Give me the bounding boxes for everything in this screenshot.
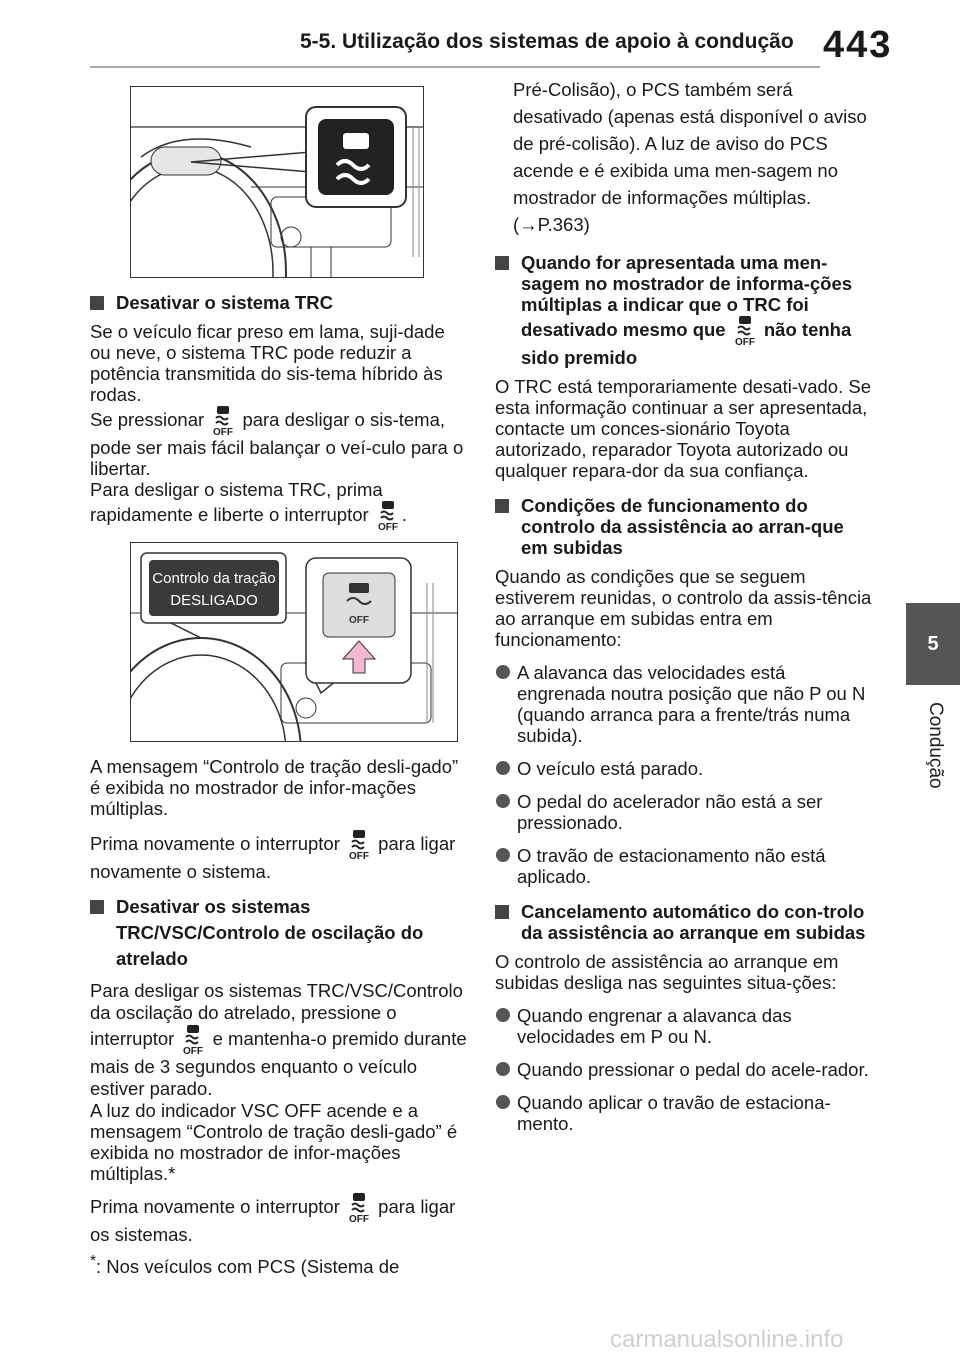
heading-square-icon bbox=[495, 905, 509, 919]
para-cancel: O controlo de assistência ao arranque em subidas desliga nas seguintes situa-ções: bbox=[495, 951, 839, 993]
para-press-again: Prima novamente o interruptor para ligar novamente o sistema. bbox=[90, 829, 470, 882]
heading-message-shown: Quando for apresentada uma men-sagem no mostrador de informa-ções múltiplas a indicar que o TRC foi desativado mesmo que não tenha sido premido bbox=[495, 252, 875, 368]
footnote-continuation: Pré-Colisão), o PCS também será desativado (apenas está disponível o aviso de pré-colisão). A luz de aviso do PCS acende e é exibida uma men-sagem no mostrador de informações múltiplas. (→P.363) bbox=[513, 79, 867, 235]
bullet-dot-icon bbox=[496, 848, 510, 862]
para-message: A mensagem “Controlo de tração desli-gado” é exibida no mostrador de infor-mações múltiplas. bbox=[90, 756, 459, 819]
bullet-dot-icon bbox=[496, 761, 510, 775]
message-line2: DESLIGADO bbox=[170, 592, 258, 609]
heading-square-icon bbox=[90, 900, 104, 914]
heading-square-icon bbox=[495, 499, 509, 513]
list-item: Quando pressionar o pedal do acele-rador. bbox=[495, 1059, 875, 1080]
heading-disable-all: Desativar os sistemas TRC/VSC/Controlo de oscilação do atrelado bbox=[90, 894, 470, 972]
heading-disable-trc: Desativar o sistema TRC bbox=[90, 292, 470, 313]
chapter-tab-label: Condução bbox=[925, 702, 946, 789]
para-temporary: O TRC está temporariamente desati-vado. Se esta informação continuar a ser apresentada, contacte um conces-sionário Toyota autorizado, reparador Toyota autorizado ou qualquer repara-dor da sua confiança. bbox=[495, 376, 871, 481]
bullet-dot-icon bbox=[496, 1062, 510, 1076]
running-header: 5-5. Utilização dos sistemas de apoio à condução bbox=[300, 30, 794, 53]
list-item: O travão de estacionamento não está aplicado. bbox=[495, 845, 875, 887]
list-item: O pedal do acelerador não está a ser pressionado. bbox=[495, 791, 875, 833]
trc-off-switch-icon bbox=[731, 315, 759, 347]
bullet-dot-icon bbox=[496, 794, 510, 808]
para-trc-3: Para desligar o sistema TRC, prima rapidamente e liberte o interruptor . bbox=[90, 479, 470, 532]
trc-off-illustration bbox=[131, 543, 457, 741]
bullet-dot-icon bbox=[496, 1008, 510, 1022]
figure-dashboard-trc-switch bbox=[130, 86, 424, 278]
footnote: *: Nos veículos com PCS (Sistema de bbox=[90, 1253, 400, 1278]
bullet-dot-icon bbox=[496, 1095, 510, 1109]
left-column bbox=[90, 86, 470, 1277]
bullet-dot-icon bbox=[496, 665, 510, 679]
list-item: Quando aplicar o travão de estaciona-mento. bbox=[495, 1092, 875, 1134]
trc-off-switch-icon bbox=[345, 1192, 373, 1224]
heading-square-icon bbox=[90, 296, 104, 310]
para-trc-1: Se o veículo ficar preso em lama, suji-dade ou neve, o sistema TRC pode reduzir a potência transmitida do sis-tema híbrido às rodas. bbox=[90, 321, 445, 405]
para-all-3: Prima novamente o interruptor para ligar os sistemas. bbox=[90, 1192, 470, 1245]
list-item: Quando engrenar a alavanca das velocidades em P ou N. bbox=[495, 1005, 875, 1047]
heading-cancel: Cancelamento automático do con-trolo da assistência ao arranque em subidas bbox=[495, 901, 875, 943]
switch-off-label: OFF bbox=[349, 615, 369, 626]
right-column bbox=[495, 76, 875, 1134]
dashboard-illustration bbox=[131, 87, 423, 277]
para-all-2: A luz do indicador VSC OFF acende e a mensagem “Controlo de tração desli-gado” é exibida no mostrador de infor-mações múltiplas.* bbox=[90, 1100, 458, 1184]
chapter-tab: 5 bbox=[906, 603, 960, 685]
para-all-1: Para desligar os sistemas TRC/VSC/Controlo da oscilação do atrelado, pressione o interruptor e mantenha-o premido durante mais de 3 segundos enquanto o veículo estiver parado. bbox=[90, 980, 467, 1099]
para-conditions: Quando as condições que se seguem estiverem reunidas, o controlo da assis-tência ao arranque em subidas entra em funcionamento: bbox=[495, 566, 872, 650]
trc-off-switch-icon bbox=[209, 405, 237, 437]
figure-trc-off-message bbox=[130, 542, 458, 742]
trc-off-switch-icon bbox=[179, 1024, 207, 1056]
heading-conditions: Condições de funcionamento do controlo da assistência ao arran-que em subidas bbox=[495, 495, 875, 558]
watermark: carmanualsonline.info bbox=[610, 1326, 844, 1353]
list-item: A alavanca das velocidades está engrenada noutra posição que não P ou N (quando arranca para a frente/trás numa subida). bbox=[495, 662, 875, 746]
list-item: O veículo está parado. bbox=[495, 758, 875, 779]
page-number: 443 bbox=[823, 24, 893, 66]
trc-off-switch-icon bbox=[345, 829, 373, 861]
para-trc-2: Se pressionar para desligar o sis-tema, pode ser mais fácil balançar o veí-culo para o libertar. bbox=[90, 405, 470, 479]
trc-off-switch-icon bbox=[374, 500, 402, 532]
message-line1: Controlo da tração bbox=[152, 570, 276, 587]
heading-square-icon bbox=[495, 256, 509, 270]
header-rule bbox=[90, 66, 820, 68]
